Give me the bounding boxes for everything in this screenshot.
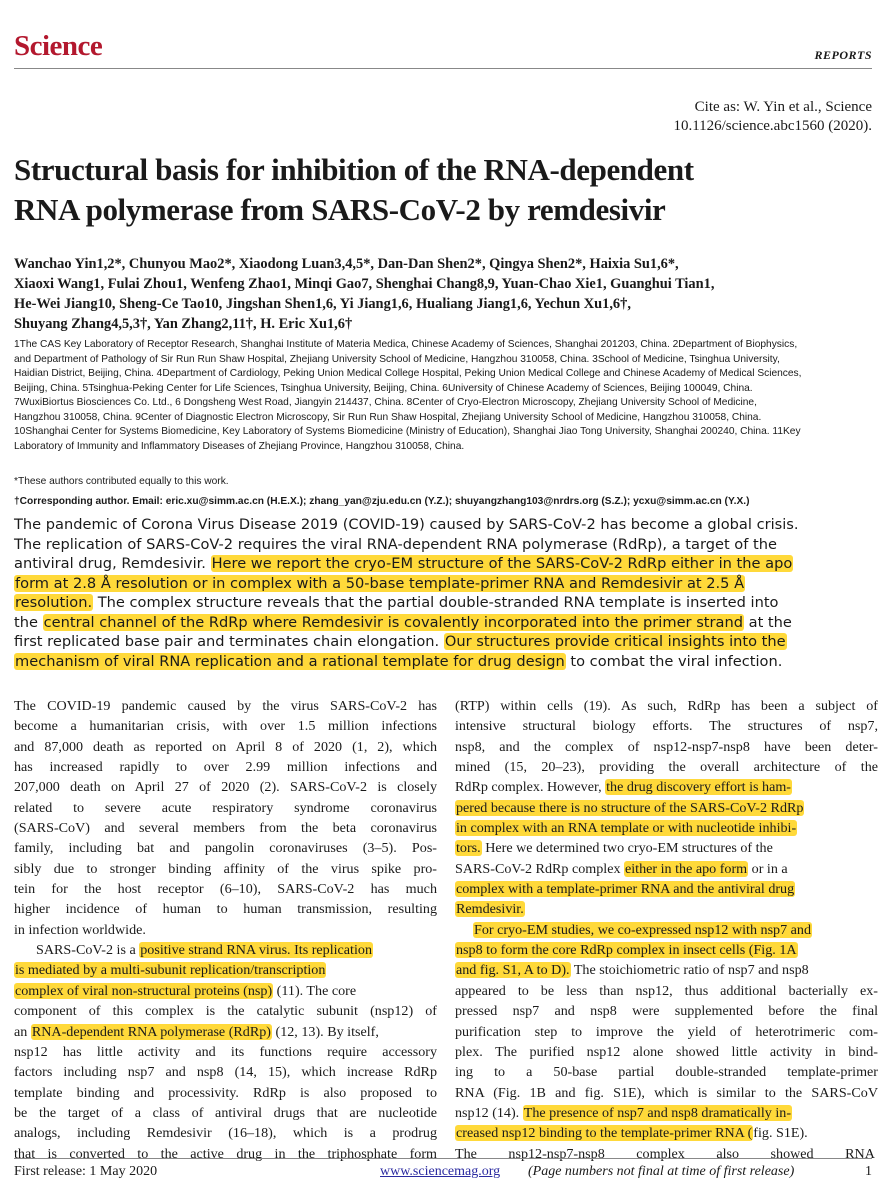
body-line xyxy=(455,899,878,919)
highlighted-text: complex of viral non-structural proteins (nsp) xyxy=(15,982,273,999)
abstract-text: first replicated base pair and terminates chain elongation. xyxy=(14,633,444,650)
body-text: nsp12 (14). xyxy=(455,1104,523,1121)
highlighted-text: The presence of nsp7 and nsp8 dramatically in- xyxy=(523,1104,792,1121)
abstract-line xyxy=(14,554,876,574)
body-text: Here we determined two cryo-EM structures of the xyxy=(481,840,773,857)
author-list xyxy=(14,254,874,334)
body-text: RdRp complex. However, xyxy=(455,779,606,796)
body-text: The stoichiometric ratio of nsp7 and nsp8 xyxy=(570,962,809,979)
affiliation-line: 1The CAS Key Laboratory of Receptor Research, Shanghai Institute of Materia Medica, Chinese Academy of Sciences, Shanghai 201203, China. 2Department of Biophysics, xyxy=(14,339,798,350)
affiliation-line: 7WuxiBiortus Biosciences Co. Ltd., 6 Dongsheng West Road, Jiangyin 214437, China. 8Center of Cryo-Electron Microscopy, Zhejiang University School of Medicine, xyxy=(14,397,757,408)
body-column-left xyxy=(14,696,437,1164)
body-line: nsp8, and the complex of nsp12-nsp7-nsp8 have been deter- xyxy=(455,738,878,755)
body-line xyxy=(455,838,878,858)
body-line: (SARS-CoV) and several members from the beta coronavirus xyxy=(14,820,437,837)
body-line: The COVID-19 pandemic caused by the virus SARS-CoV-2 has xyxy=(14,698,437,714)
affiliation-line: Beijing, China. 5Tsinghua-Peking Center for Life Sciences, Tsinghua University, Beijing, China. 6University of Chinese Academy of Sciences, Beijing 100049, China. xyxy=(14,382,753,394)
highlighted-text: in complex with an RNA template or with nucleotide inhibi- xyxy=(456,820,797,837)
highlighted-text: Here we report the cryo-EM structure of the SARS-CoV-2 RdRp either in the apo xyxy=(211,555,793,572)
affiliation-line: Laboratory of Immunity and Inflammatory Diseases of Zhejiang Province, Hangzhou 310058, China. xyxy=(14,440,465,452)
highlighted-text: RNA-dependent RNA polymerase (RdRp) xyxy=(31,1023,271,1040)
paper-title xyxy=(14,150,874,230)
journal-website-link[interactable]: www.sciencemag.org xyxy=(380,1164,501,1179)
body-line xyxy=(455,940,878,960)
body-line xyxy=(455,859,878,879)
highlighted-text: central channel of the RdRp where Remdesivir is covalently incorporated into the primer strand xyxy=(43,613,743,631)
author-notes xyxy=(14,472,876,512)
body-line: The nsp12-nsp7-nsp8 complex also showed RNA xyxy=(455,1145,875,1162)
body-text: an xyxy=(14,1023,31,1040)
body-line: that is converted to the active drug in the triphosphate form xyxy=(14,1145,437,1162)
highlighted-text: For cryo-EM studies, we co-expressed nsp12 with nsp7 and xyxy=(474,921,812,938)
abstract-line: The pandemic of Corona Virus Disease 2019 (COVID-19) caused by SARS-CoV-2 has become a global crisis. xyxy=(14,516,799,533)
body-line: (RTP) within cells (19). As such, RdRp has been a subject of xyxy=(455,698,878,714)
highlighted-text: complex with a template-primer RNA and the antiviral drug xyxy=(456,881,795,898)
highlighted-text: positive strand RNA virus. Its replication xyxy=(140,942,372,959)
section-label: REPORTS xyxy=(814,48,872,62)
highlighted-text: Our structures provide critical insights into the xyxy=(444,633,786,650)
highlighted-text: nsp8 to form the core RdRp complex in insect cells (Fig. 1A xyxy=(456,942,797,959)
body-line: has increased rapidly to over 2.99 million infections and xyxy=(14,759,437,776)
body-column-right xyxy=(455,696,878,1164)
author-line-2: Xiaoxi Wang1, Fulai Zhou1, Wenfeng Zhao1, Minqi Gao7, Shenghai Chang8,9, Yuan-Chao Xie1, Guanghui Tian1, xyxy=(14,276,715,292)
abstract-line xyxy=(14,593,876,613)
body-line: pressed nsp7 and nsp8 were supplemented before the final xyxy=(455,1003,878,1020)
body-line xyxy=(14,960,437,980)
affiliation-line: Hangzhou 310058, China. 9Center of Diagnostic Electron Microscopy, Sir Run Run Shaw Hospital, Zhejiang University School of Medicine, Hangzhou 310058, China. xyxy=(14,411,762,423)
highlighted-text: tors. xyxy=(456,840,481,857)
body-line: ing to a 50-base partial double-stranded template-primer xyxy=(455,1064,878,1081)
body-line xyxy=(14,940,437,960)
page-number: 1 xyxy=(865,1164,872,1179)
body-line: tein for the host receptor (6–10), SARS-CoV-2 has much xyxy=(14,881,437,898)
highlighted-text: creased nsp12 binding to the template-primer RNA ( xyxy=(456,1125,753,1142)
highlighted-text: and fig. S1, A to D). xyxy=(456,962,570,979)
abstract-line xyxy=(14,632,876,652)
highlighted-text: the drug discovery effort is ham- xyxy=(606,779,792,796)
highlighted-text: mechanism of viral RNA replication and a rational template for drug design xyxy=(15,652,565,670)
author-line-1: Wanchao Yin1,2*, Chunyou Mao2*, Xiaodong Luan3,4,5*, Dan-Dan Shen2*, Qingya Shen2*, Haixia Su1,6*, xyxy=(14,256,679,272)
body-text: SARS-CoV-2 RdRp complex xyxy=(455,860,625,877)
highlighted-text: resolution. xyxy=(15,594,93,611)
body-line: factors including nsp7 and nsp8 (14, 15), which increase RdRp xyxy=(14,1064,437,1081)
affiliation-line: and Department of Pathology of Sir Run Run Shaw Hospital, Zhejiang University School of Medicine, Hangzhou 310058, China. 3School of Medicine, Tsinghua University, xyxy=(14,353,780,365)
title-line-2: RNA polymerase from SARS-CoV-2 by remdesivir xyxy=(14,192,666,227)
affiliation-line: 10Shanghai Center for Systems Biomedicine, Key Laboratory of Systems Biomedicine (Ministry of Education), Shanghai Jiao Tong University, Shanghai 200240, China. 11Key xyxy=(14,426,801,437)
body-line: purification step to improve the yield of heterotrimeric com- xyxy=(455,1023,878,1040)
body-line xyxy=(455,960,878,980)
author-line-3: He-Wei Jiang10, Sheng-Ce Tao10, Jingshan Shen1,6, Yi Jiang1,6, Hualiang Jiang1,6, Yechun Xu1,6†, xyxy=(14,296,631,312)
affiliation-line: Haidian District, Beijing, China. 4Department of Cardiology, Peking Union Medical College Hospital, Peking Union Medical College and Chinese Academy of Medical Sciences, xyxy=(14,368,802,379)
abstract-text: to combat the viral infection. xyxy=(565,652,783,670)
body-line xyxy=(455,818,878,838)
body-line: RNA (Fig. 1B and fig. S1E), which is similar to the SARS-CoV xyxy=(455,1084,878,1101)
abstract-line xyxy=(14,652,876,672)
abstract-line xyxy=(14,613,876,633)
citation-line-1: Cite as: W. Yin et al., Science xyxy=(694,99,872,115)
abstract xyxy=(14,515,876,671)
abstract-line: The replication of SARS-CoV-2 requires the viral RNA-dependent RNA polymerase (RdRp), a target of the xyxy=(14,535,777,553)
abstract-text: the xyxy=(14,613,43,631)
corresponding-author-note: †Corresponding author. Email: eric.xu@simm.ac.cn (H.E.X.); zhang_yan@zju.edu.cn (Y.Z.); shuyangzhang103@nrdrs.org (S.Z.); ycxu@simm.ac.cn (Y.X.) xyxy=(14,496,750,507)
body-line: intensive structural biology efforts. The structures of nsp7, xyxy=(455,718,878,735)
header-rule xyxy=(14,68,872,69)
body-line xyxy=(455,1123,878,1143)
body-text: or in a xyxy=(748,860,788,877)
body-line: plex. The purified nsp12 alone showed little activity in bind- xyxy=(455,1043,878,1060)
highlighted-text: is mediated by a multi-subunit replication/transcription xyxy=(15,962,326,979)
body-line xyxy=(14,981,437,1001)
body-line: sibly due to stronger binding affinity of the virus spike pro- xyxy=(14,860,437,877)
body-line xyxy=(455,777,878,797)
highlighted-text: form at 2.8 Å resolution or in complex with a 50-base template-primer RNA and Remdesivir at 2.5 Å xyxy=(15,574,745,592)
equal-contribution-note: *These authors contributed equally to this work. xyxy=(14,476,229,487)
footer-rule xyxy=(14,1158,872,1159)
body-line xyxy=(455,1103,878,1123)
highlighted-text: either in the apo form xyxy=(625,860,748,877)
page-number-note: (Page numbers not final at time of first release) xyxy=(528,1164,795,1179)
affiliations xyxy=(14,338,876,454)
body-line: template binding and processivity. RdRp is also proposed to xyxy=(14,1084,437,1101)
abstract-text: at the xyxy=(743,613,792,631)
body-line xyxy=(455,798,878,818)
body-line: family, including bat and pangolin coronaviruses (3–5). Pos- xyxy=(14,840,437,857)
abstract-line xyxy=(14,574,876,594)
body-line: analogs, including Remdesivir (16–18), which is a prodrug xyxy=(14,1125,437,1142)
body-line: appeared to be less than nsp12, thus additional bacterially ex- xyxy=(455,982,878,999)
first-release-date: First release: 1 May 2020 xyxy=(14,1164,158,1179)
body-line: related to severe acute respiratory syndrome coronavirus xyxy=(14,799,437,816)
body-line: and 87,000 death as reported on April 8 of 2020 (1, 2), which xyxy=(14,738,437,755)
body-line xyxy=(455,920,878,940)
abstract-text: antiviral drug, Remdesivir. xyxy=(14,555,211,572)
body-line xyxy=(14,1022,437,1042)
highlighted-text: pered because there is no structure of the SARS-CoV-2 RdRp xyxy=(456,799,804,816)
title-line-1: Structural basis for inhibition of the RNA-dependent xyxy=(14,152,694,187)
body-text: SARS-CoV-2 is a xyxy=(36,942,140,959)
citation xyxy=(673,98,872,136)
citation-doi: 10.1126/science.abc1560 (2020). xyxy=(673,118,872,134)
body-line: nsp12 has little activity and its functions require accessory xyxy=(14,1043,437,1060)
author-line-4: Shuyang Zhang4,5,3†, Yan Zhang2,11†, H. Eric Xu1,6† xyxy=(14,316,353,332)
journal-logo: Science xyxy=(14,30,103,62)
body-text: (12, 13). By itself, xyxy=(272,1023,379,1040)
body-line: 207,000 death on April 27 of 2020 (2). SARS-CoV-2 is closely xyxy=(14,779,437,796)
highlighted-text: Remdesivir. xyxy=(456,901,524,918)
body-line: mined (15, 20–23), providing the overall architecture of the xyxy=(455,759,878,776)
body-line: in infection worldwide. xyxy=(14,921,146,938)
body-line xyxy=(455,879,878,899)
body-line: become a humanitarian crisis, with over 1.5 million infections xyxy=(14,718,437,735)
body-line: be the target of a class of antiviral drugs that are nucleotide xyxy=(14,1104,437,1121)
body-text: fig. S1E). xyxy=(753,1125,808,1142)
body-line: higher incidence of human to human transmission, resulting xyxy=(14,901,437,918)
abstract-text: The complex structure reveals that the partial double-stranded RNA template is inserted into xyxy=(93,594,779,611)
body-line: component of this complex is the catalytic subunit (nsp12) of xyxy=(14,1003,437,1020)
body-text: (11). The core xyxy=(273,982,357,999)
